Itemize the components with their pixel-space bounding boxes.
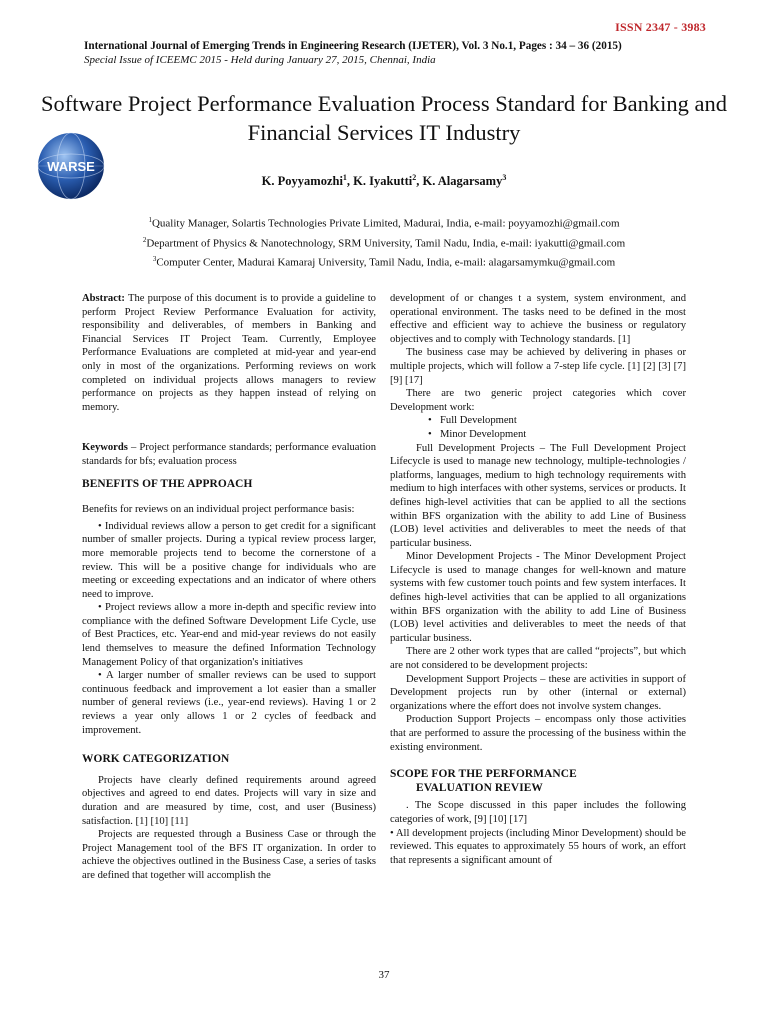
section-heading-scope: SCOPE FOR THE PERFORMANCE <box>390 768 577 781</box>
body-paragraph: Development Support Projects – these are activities in support of Development projects run by other (internal or external) organizations where the effort does not involve system changes. <box>390 673 686 712</box>
list-item: • Minor Development <box>390 428 686 442</box>
author-sup: 3 <box>502 173 507 182</box>
benefits-intro: Benefits for reviews on an individual project performance basis: <box>82 504 355 516</box>
author-name: K. Iyakutti <box>353 174 413 189</box>
journal-citation: International Journal of Emerging Trends in Engineering Research (IJETER), Vol. 3 No.1, Pages : 34 – 36 (2015) <box>84 40 622 52</box>
section-heading-scope-line2: EVALUATION REVIEW <box>416 781 543 794</box>
body-paragraph: . The Scope discussed in this paper includes the following categories of work, [9] [10] [17] <box>390 800 686 825</box>
body-paragraph: There are 2 other work types that are called “projects”, but which are not considered to be development projects: <box>390 646 686 672</box>
abstract-label: Abstract: <box>82 293 125 304</box>
special-issue-note: Special Issue of ICEEMC 2015 - Held during January 27, 2015, Chennai, India <box>84 54 436 66</box>
work-paragraph: Projects are requested through a Business Case or through the Project Management tool of the BFS IT organization. In order to achieve the objectives outlined in the Business Case, a series of tasks are defined that together will accomplish the <box>82 829 376 881</box>
body-paragraph: development of or changes t a system, system environment, and operational environment. The tasks need to be defined in the most effective and efficient way to achieve the business or regulatory objectives and to comply with Technology standards. [1] <box>390 293 686 345</box>
keywords-label: Keywords <box>82 442 128 454</box>
abstract-text: The purpose of this document is to provide a guideline to perform Project Review Performance Evaluation for activity, responsibility and deliverables, of members in Banking and Financial Services IT Project Team. Currently, Employee Performance Evaluations are completed at mid-year and year-end only in most of the organizations. Performing reviews on work completed on individual projects allows managers to review performance on projects as they happen instead of relying on memory. <box>82 293 376 413</box>
section-heading-work: WORK CATEGORIZATION <box>82 753 230 766</box>
issn-label: ISSN 2347 - 3983 <box>615 20 706 34</box>
page-number: 37 <box>378 969 390 981</box>
author-list: K. Poyyamozhi$^1$, K. Iyakutti$^2$, K. Alagarsamy$^3$ <box>261 173 507 189</box>
author-sup: 2 <box>412 173 417 182</box>
body-paragraph: The business case may be achieved by delivering in phases or multiple projects, which will follow a 7-step life cycle. [1] [2] [3] [7] [9] [17] <box>390 347 686 386</box>
author-name: K. Alagarsamy <box>422 174 503 189</box>
body-paragraph: Production Support Projects – encompass only those activities that are performed to assure the processing of the business within the existing environment. <box>390 714 686 753</box>
benefit-bullet: • Project reviews allow a more in-depth and specific review into compliance with the defined Software Development Life Cycle, use of Best Practices, etc. Year-end and mid-year reviews do not easily lend themselves to measure the defined Information Technology Management Policy of that organization's initiatives <box>82 602 376 668</box>
body-paragraph: Minor Development Projects - The Minor Development Project Lifecycle is used to manage changes for well-known and mature systems with few customer touch points and few system interfaces. It defines high-level activities that can be applied to all organizations within BFS organization with the ability to add Line of Business (LOB) level activities and deliverables to meet the needs of that particular business. <box>390 551 686 644</box>
affiliations <box>0 212 768 271</box>
affiliation-line: $^2$Department of Physics & Nanotechnology, SRM University, Tamil Nadu, India, e-mail: iyakutti@gmail.com <box>142 235 626 250</box>
abstract <box>82 292 376 414</box>
logo-text: WARSE <box>47 159 95 174</box>
author-name: K. Poyyamozhi <box>261 174 343 189</box>
development-types-list <box>390 414 686 441</box>
list-item: • Full Development <box>390 414 686 428</box>
keywords-text: – Project performance standards; performance evaluation standards for bfs; evaluation process <box>82 442 376 467</box>
keywords <box>82 441 376 468</box>
right-column <box>390 292 686 867</box>
body-paragraph: • All development projects (including Minor Development) should be reviewed. This equates to approximately 55 hours of work, an effort that represents a significant amount of <box>390 827 686 866</box>
benefit-bullet: • A larger number of smaller reviews can be used to support continuous feedback and improvement a lot easier than a smaller number of general reviews (i.e., year-end reviews). Having 1 or 2 reviews a year only allows 1 or 2 cycles of feedback and improvement. <box>82 670 376 736</box>
author-sup: 1 <box>342 173 347 182</box>
left-column <box>82 292 376 883</box>
body-paragraph: Full Development Projects – The Full Development Project Lifecycle is used to manage new technology, multiple-technologies / platforms, languages, medium to high technology requirements with medium to high interfaces with other systems, services or products. It defines high-level activities that can be applied to all the sections within BFS organization with the ability to add Line of Business (LOB) level activities and deliverables to meet the needs of that particular business. <box>390 442 686 549</box>
paper-title: Software Project Performance Evaluation Process Standard for Banking and Financial Services IT Industry <box>40 91 728 145</box>
body-paragraph: There are two generic project categories which cover Development work: <box>390 388 686 413</box>
affiliation-line: $^3$Computer Center, Madurai Kamaraj University, Tamil Nadu, India, e-mail: alagarsamymku@gmail.com <box>152 255 616 269</box>
section-heading-benefits: BENEFITS OF THE APPROACH <box>82 477 253 490</box>
warse-logo <box>36 131 106 201</box>
benefit-bullet: • Individual reviews allow a person to get credit for a significant number of smaller projects. During a typical review process larger, more memorable projects tend to become the cornerstone of a review. This will be a positive change for individuals who are meeting or exceeding expectations and an indicator of where others need to improve. <box>82 520 376 600</box>
affiliation-line: $^1$Quality Manager, Solartis Technologies Private Limited, Madurai, India, e-mail: poyyamozhi@gmail.com <box>148 216 620 230</box>
work-paragraph: Projects have clearly defined requirements around agreed objectives and agreed to end dates. Projects will vary in size and duration and are measured by time, cost, and user (Business) satisfaction. [1] [10] [11] <box>82 774 376 827</box>
